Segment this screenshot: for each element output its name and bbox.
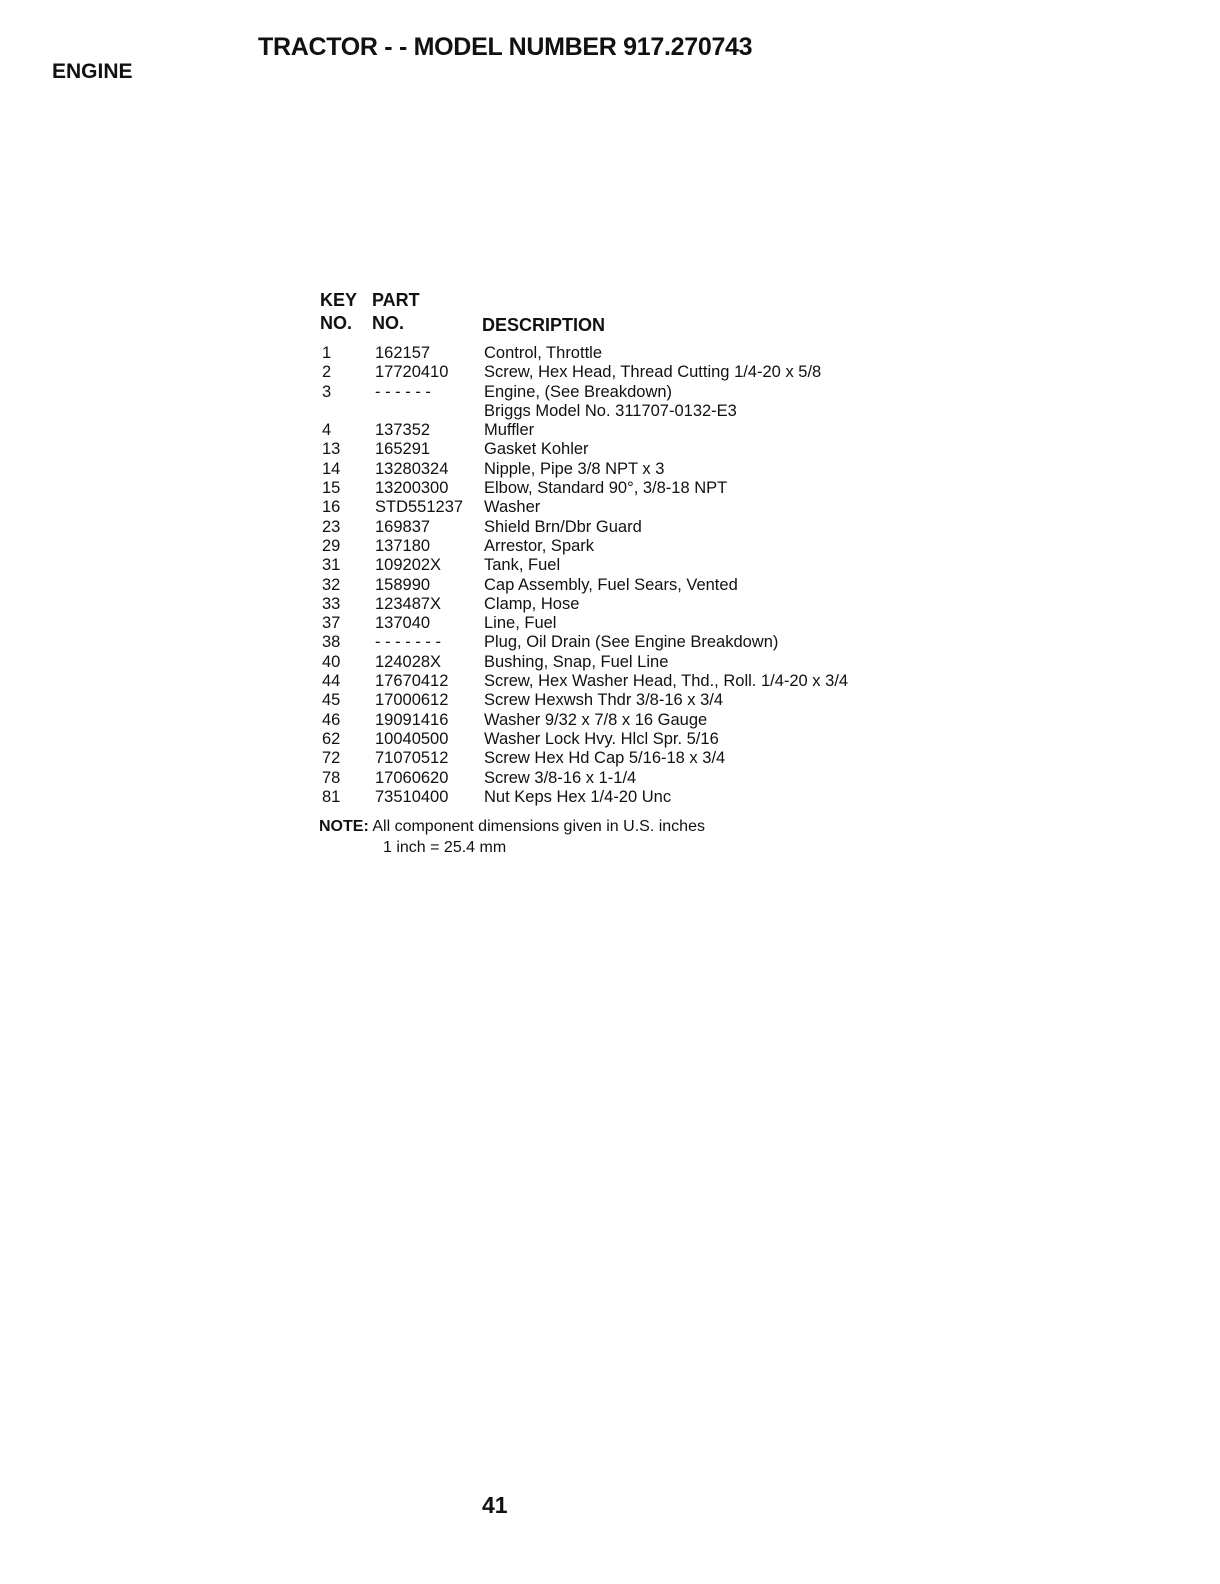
- table-row: [320, 479, 920, 498]
- table-header: [320, 290, 920, 340]
- table-row: [320, 421, 920, 440]
- note-line2: 1 inch = 25.4 mm: [383, 839, 507, 856]
- key-number: 46: [322, 710, 341, 729]
- key-number: 23: [322, 517, 341, 536]
- part-description: Screw Hex Hd Cap 5/16-18 x 3/4: [484, 749, 726, 768]
- table-row: [320, 653, 920, 672]
- note-label: NOTE:: [319, 818, 369, 835]
- key-number: 62: [322, 729, 341, 748]
- part-number: 10040500: [375, 729, 449, 748]
- table-row: [320, 363, 920, 382]
- part-number: 19091416: [375, 710, 449, 729]
- part-number: 137352: [375, 421, 431, 440]
- table-row: [320, 749, 920, 768]
- parts-rows: [320, 344, 920, 807]
- part-description: Shield Brn/Dbr Guard: [484, 517, 642, 536]
- part-description: Cap Assembly, Fuel Sears, Vented: [484, 575, 738, 594]
- part-description: Screw Hexwsh Thdr 3/8-16 x 3/4: [484, 691, 724, 710]
- key-number: 45: [322, 691, 341, 710]
- table-row: [320, 402, 920, 421]
- description-header: DESCRIPTION: [482, 315, 606, 335]
- table-row: [320, 595, 920, 614]
- part-description: Tank, Fuel: [484, 556, 561, 575]
- note: [319, 818, 705, 836]
- table-row: [320, 460, 920, 479]
- table-row: [320, 383, 920, 402]
- key-number: 32: [322, 575, 341, 594]
- part-description: Gasket Kohler: [484, 440, 589, 459]
- key-number: 4: [322, 421, 332, 440]
- part-header-line1: PART: [372, 290, 420, 310]
- part-number: 17670412: [375, 672, 449, 691]
- part-number: 124028X: [375, 652, 442, 671]
- part-number: 137180: [375, 536, 431, 555]
- part-description: Washer 9/32 x 7/8 x 16 Gauge: [484, 710, 708, 729]
- table-row: [320, 711, 920, 730]
- table-row: [320, 556, 920, 575]
- part-description: Nipple, Pipe 3/8 NPT x 3: [484, 459, 665, 478]
- part-number: 13280324: [375, 459, 449, 478]
- key-header-line2: NO.: [320, 313, 353, 333]
- table-row: [320, 730, 920, 749]
- section-title: ENGINE: [52, 60, 133, 83]
- part-number: 71070512: [375, 749, 449, 768]
- part-number: STD551237: [375, 498, 464, 517]
- key-number: 33: [322, 594, 341, 613]
- table-row: [320, 769, 920, 788]
- part-number: 158990: [375, 575, 431, 594]
- table-row: [320, 576, 920, 595]
- part-number: 137040: [375, 614, 431, 633]
- table-row: [320, 537, 920, 556]
- key-number: 72: [322, 749, 341, 768]
- table-row: [320, 498, 920, 517]
- part-number: 17720410: [375, 363, 449, 382]
- key-number: 37: [322, 614, 341, 633]
- table-row: [320, 691, 920, 710]
- part-description: Engine, (See Breakdown): [484, 382, 673, 401]
- part-number: 17000612: [375, 691, 449, 710]
- part-description: Muffler: [484, 421, 535, 440]
- part-number: - - - - - - -: [375, 633, 441, 652]
- key-number: 2: [322, 363, 332, 382]
- page-title: TRACTOR - - MODEL NUMBER 917.270743: [258, 33, 753, 61]
- part-description: Washer Lock Hvy. Hlcl Spr. 5/16: [484, 729, 719, 748]
- part-number: 169837: [375, 517, 431, 536]
- part-description: Elbow, Standard 90°, 3/8-18 NPT: [484, 479, 728, 498]
- table-row: [320, 633, 920, 652]
- table-row: [320, 344, 920, 363]
- part-header-line2: NO.: [372, 313, 405, 333]
- part-description: Clamp, Hose: [484, 594, 580, 613]
- part-description: Screw, Hex Head, Thread Cutting 1/4-20 x 5/8: [484, 363, 822, 382]
- key-header-line1: KEY: [320, 290, 358, 310]
- part-number: - - - - - -: [375, 382, 431, 401]
- part-description: Screw, Hex Washer Head, Thd., Roll. 1/4-20 x 3/4: [484, 672, 849, 691]
- part-description: Nut Keps Hex 1/4-20 Unc: [484, 787, 672, 806]
- part-number: 17060620: [375, 768, 449, 787]
- part-description: Line, Fuel: [484, 614, 557, 633]
- part-number: 123487X: [375, 594, 442, 613]
- key-number: 13: [322, 440, 341, 459]
- part-number: 13200300: [375, 479, 449, 498]
- key-number: 1: [322, 344, 332, 362]
- parts-table: [320, 290, 920, 807]
- table-row: [320, 788, 920, 807]
- page-number: 41: [482, 1492, 508, 1518]
- table-row: [320, 440, 920, 459]
- key-number: 31: [322, 556, 341, 575]
- table-row: [320, 614, 920, 633]
- part-description: Screw 3/8-16 x 1-1/4: [484, 768, 637, 787]
- key-number: 3: [322, 382, 332, 401]
- part-description: Bushing, Snap, Fuel Line: [484, 652, 669, 671]
- part-description: Washer: [484, 498, 541, 517]
- part-number: 109202X: [375, 556, 442, 575]
- part-description: Arrestor, Spark: [484, 536, 595, 555]
- key-number: 78: [322, 768, 341, 787]
- key-number: 15: [322, 479, 341, 498]
- table-row: [320, 672, 920, 691]
- key-number: 38: [322, 633, 341, 652]
- part-number: 73510400: [375, 787, 449, 806]
- key-number: 16: [322, 498, 341, 517]
- note-line1: All component dimensions given in U.S. inches: [372, 818, 705, 835]
- part-description: Control, Throttle: [484, 344, 602, 362]
- part-number: 162157: [375, 344, 431, 362]
- key-number: 29: [322, 536, 341, 555]
- table-row: [320, 518, 920, 537]
- key-number: 40: [322, 652, 341, 671]
- part-description: Briggs Model No. 311707-0132-E3: [484, 401, 737, 420]
- part-number: 165291: [375, 440, 431, 459]
- key-number: 14: [322, 459, 341, 478]
- key-number: 81: [322, 787, 341, 806]
- part-description: Plug, Oil Drain (See Engine Breakdown): [484, 633, 779, 652]
- key-number: 44: [322, 672, 341, 691]
